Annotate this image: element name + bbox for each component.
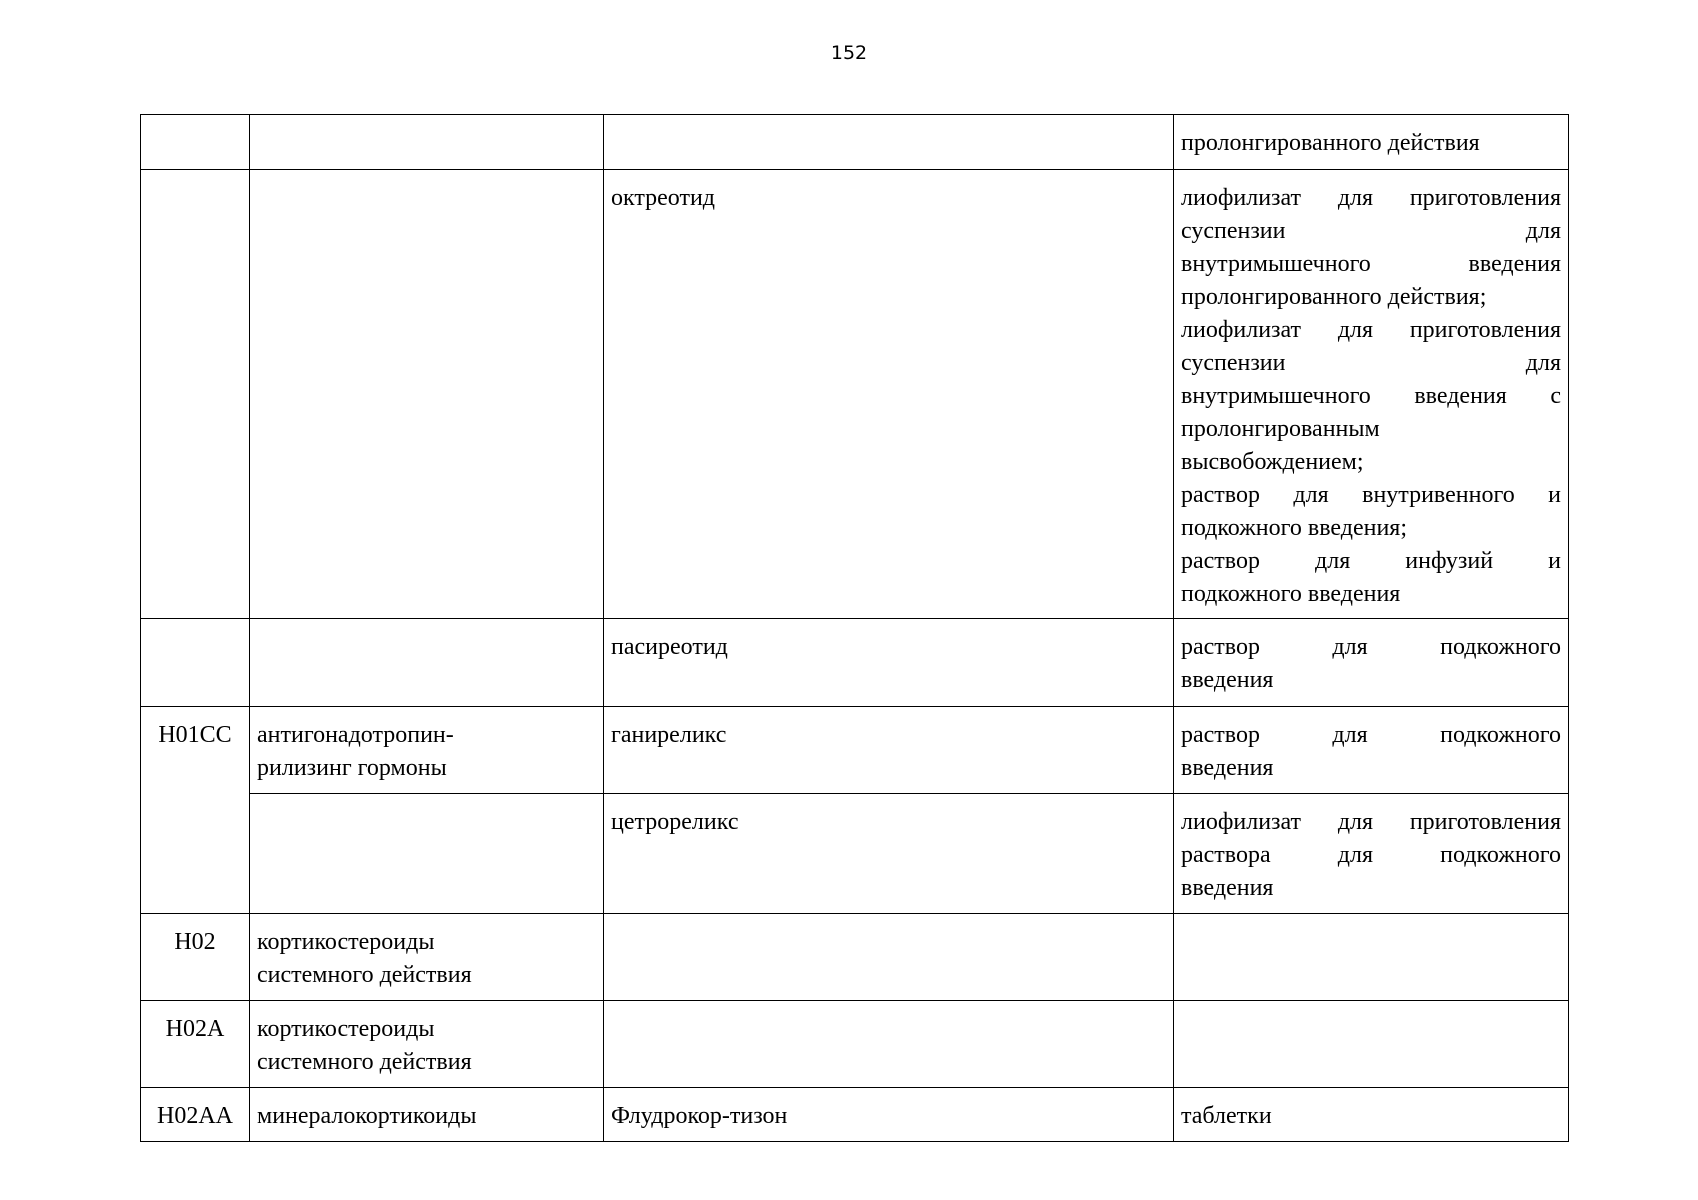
group-cell [250, 115, 604, 170]
dosage-form-line: раствор для инфузий и [1181, 548, 1561, 574]
atc-code-cell: H02AA [141, 1088, 250, 1142]
group-cell [250, 1001, 604, 1088]
drug-table [140, 114, 1569, 1142]
dosage-form-line: раствор для подкожного [1181, 722, 1561, 748]
dosage-form-line: внутримышечного введения с [1181, 383, 1561, 409]
dosage-form-line: суспензии для [1181, 350, 1561, 376]
dosage-form-line: раствора для подкожного [1181, 842, 1561, 868]
dosage-form-line: подкожного введения [1181, 581, 1401, 607]
drug-name-cell: пасиреотид [604, 619, 1174, 707]
table-row [141, 794, 1569, 914]
group-cell [250, 794, 604, 914]
atc-code-cell: H02A [141, 1001, 250, 1088]
dosage-form-cell [1174, 1088, 1569, 1142]
atc-code-cell: H01CC [141, 707, 250, 914]
page-number: 152 [830, 42, 868, 64]
dosage-form-cell [1174, 1001, 1569, 1088]
group-cell [250, 914, 604, 1001]
drug-name-cell: ганиреликс [604, 707, 1174, 794]
group-cell: минералокортикоиды [250, 1088, 604, 1142]
dosage-form-line: лиофилизат для приготовления [1181, 317, 1561, 343]
table-row [141, 115, 1569, 170]
group-line: системного действия [257, 962, 472, 988]
drug-name-cell: цетрореликс [604, 794, 1174, 914]
table-row [141, 914, 1569, 1001]
atc-code-cell [141, 619, 250, 707]
dosage-form-line: пролонгированного действия; [1181, 284, 1487, 310]
dosage-form-cell [1174, 914, 1569, 1001]
dosage-form-line: суспензии для [1181, 218, 1561, 244]
dosage-form-line: таблетки [1181, 1103, 1272, 1129]
dosage-form-line: пролонгированного действия [1181, 130, 1480, 156]
drug-name-cell [604, 1001, 1174, 1088]
dosage-form-line: лиофилизат для приготовления [1181, 809, 1561, 835]
dosage-form-line: высвобождением; [1181, 449, 1364, 475]
dosage-form-cell [1174, 707, 1569, 794]
atc-code-cell: H02 [141, 914, 250, 1001]
table-row [141, 707, 1569, 794]
dosage-form-cell [1174, 170, 1569, 619]
dosage-form-line: пролонгированным [1181, 416, 1380, 442]
atc-code-cell [141, 170, 250, 619]
table-row [141, 1001, 1569, 1088]
dosage-form-line: введения [1181, 755, 1274, 781]
drug-name-cell: Флудрокор-тизон [604, 1088, 1174, 1142]
dosage-form-cell [1174, 619, 1569, 707]
table-row [141, 1088, 1569, 1142]
dosage-form-line: подкожного введения; [1181, 515, 1407, 541]
atc-code-cell [141, 115, 250, 170]
group-cell [250, 170, 604, 619]
group-cell [250, 707, 604, 794]
dosage-form-line: раствор для подкожного [1181, 634, 1561, 660]
dosage-form-cell [1174, 794, 1569, 914]
group-cell [250, 619, 604, 707]
group-line: кортикостероиды [257, 929, 435, 955]
dosage-form-line: введения [1181, 875, 1274, 901]
table-row [141, 619, 1569, 707]
dosage-form-cell [1174, 115, 1569, 170]
dosage-form-line: лиофилизат для приготовления [1181, 185, 1561, 211]
drug-name-cell: октреотид [604, 170, 1174, 619]
group-line: рилизинг гормоны [257, 755, 447, 781]
group-line: системного действия [257, 1049, 472, 1075]
drug-name-cell [604, 115, 1174, 170]
group-line: антигонадотропин- [257, 722, 454, 748]
group-line: кортикостероиды [257, 1016, 435, 1042]
dosage-form-line: внутримышечного введения [1181, 251, 1561, 277]
dosage-form-line: введения [1181, 667, 1274, 693]
drug-name-cell [604, 914, 1174, 1001]
dosage-form-line: раствор для внутривенного и [1181, 482, 1561, 508]
table-row [141, 170, 1569, 619]
